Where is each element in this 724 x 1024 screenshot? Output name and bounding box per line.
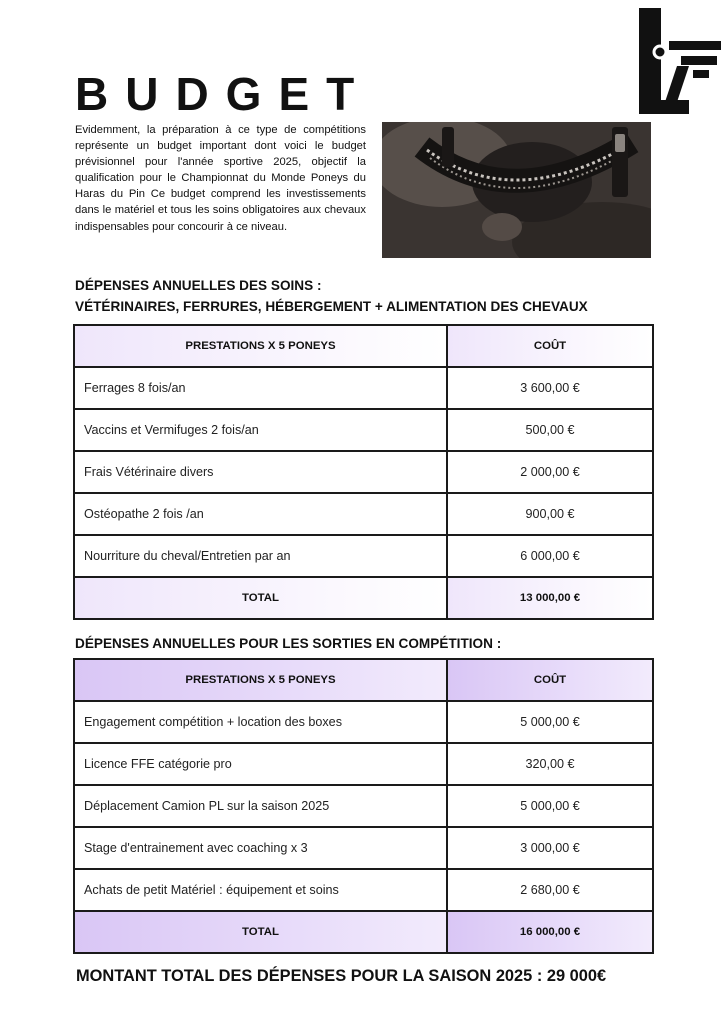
grand-total: MONTANT TOTAL DES DÉPENSES POUR LA SAISON 2025 : 29 000€ <box>76 967 607 985</box>
total-cost: 16 000,00 € <box>447 911 653 953</box>
row-cost: 2 000,00 € <box>447 451 653 493</box>
table-total-row <box>74 911 653 953</box>
header-cost: COÛT <box>447 325 653 367</box>
table-total-row <box>74 577 653 619</box>
header-cost: COÛT <box>447 659 653 701</box>
table-row <box>74 451 653 493</box>
header-item: PRESTATIONS X 5 PONEYS <box>74 325 447 367</box>
row-item: Stage d'entrainement avec coaching x 3 <box>74 827 447 869</box>
table-row <box>74 493 653 535</box>
row-item: Ferrages 8 fois/an <box>74 367 447 409</box>
table-row <box>74 785 653 827</box>
competition-expenses-table <box>73 658 654 954</box>
brand-logo <box>639 8 721 114</box>
page-title: BUDGET <box>75 68 372 120</box>
row-item: Ostéopathe 2 fois /an <box>74 493 447 535</box>
section1-title-line2: VÉTÉRINAIRES, FERRURES, HÉBERGEMENT + ALIMENTATION DES CHEVAUX <box>75 299 588 314</box>
row-cost: 3 600,00 € <box>447 367 653 409</box>
horse-bridle-photo <box>382 122 651 258</box>
row-item: Licence FFE catégorie pro <box>74 743 447 785</box>
row-item: Frais Vétérinaire divers <box>74 451 447 493</box>
row-item: Engagement compétition + location des boxes <box>74 701 447 743</box>
table-row <box>74 409 653 451</box>
table-row <box>74 535 653 577</box>
row-cost: 500,00 € <box>447 409 653 451</box>
row-item: Achats de petit Matériel : équipement et soins <box>74 869 447 911</box>
row-cost: 5 000,00 € <box>447 701 653 743</box>
table-row <box>74 827 653 869</box>
table-row <box>74 701 653 743</box>
total-label: TOTAL <box>74 577 447 619</box>
header-item: PRESTATIONS X 5 PONEYS <box>74 659 447 701</box>
row-cost: 5 000,00 € <box>447 785 653 827</box>
intro-paragraph: Evidemment, la préparation à ce type de compétitions représente un budget important dont voici le budget prévisionnel pour l'année sportive 2025, objectif la qualification pour le Championnat du Monde Poneys du Haras du Pin Ce budget comprend les investissements dans le matériel et tous les soins obligatoires aux chevaux indispensables pour concourir à ce niveau. <box>75 124 366 233</box>
total-cost: 13 000,00 € <box>447 577 653 619</box>
section2-title: DÉPENSES ANNUELLES POUR LES SORTIES EN COMPÉTITION : <box>75 636 502 651</box>
row-item: Déplacement Camion PL sur la saison 2025 <box>74 785 447 827</box>
row-cost: 2 680,00 € <box>447 869 653 911</box>
table-row <box>74 869 653 911</box>
table-row <box>74 743 653 785</box>
table-row <box>74 367 653 409</box>
table-header-row <box>74 325 653 367</box>
row-cost: 3 000,00 € <box>447 827 653 869</box>
row-cost: 6 000,00 € <box>447 535 653 577</box>
care-expenses-table <box>73 324 654 620</box>
row-cost: 320,00 € <box>447 743 653 785</box>
row-cost: 900,00 € <box>447 493 653 535</box>
total-label: TOTAL <box>74 911 447 953</box>
section1-title-line1: DÉPENSES ANNUELLES DES SOINS : <box>75 278 322 293</box>
row-item: Vaccins et Vermifuges 2 fois/an <box>74 409 447 451</box>
row-item: Nourriture du cheval/Entretien par an <box>74 535 447 577</box>
table-header-row <box>74 659 653 701</box>
